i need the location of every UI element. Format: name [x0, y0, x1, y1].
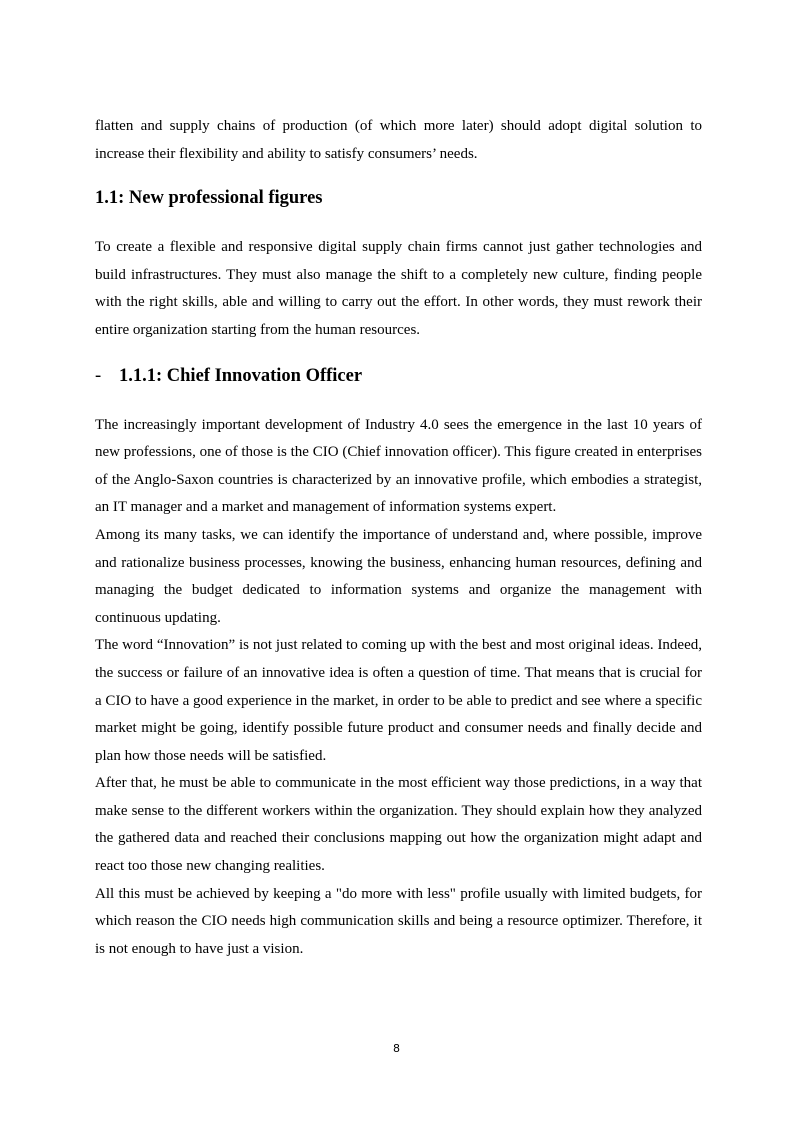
body-paragraph: Among its many tasks, we can identify the importance of understand and, where possible, improve and rationalize business processes, knowing the business, enhancing human resources, defining and managing the budget dedicated to information systems and organize the management with continuous updating. — [95, 526, 702, 626]
subsection-heading — [95, 364, 702, 388]
section-heading: 1.1: New professional figures — [95, 188, 323, 209]
intro-paragraph: flatten and supply chains of production (of which more later) should adopt digital solution to increase their flexibility and ability to satisfy consumers’ needs. — [95, 118, 702, 162]
body-paragraph: All this must be achieved by keeping a "do more with less" profile usually with limited budgets, for which reason the CIO needs high communication skills and being a resource optimizer. Therefore, it is not enough to have just a vision. — [95, 885, 702, 957]
subsection-heading-text: 1.1.1: Chief Innovation Officer — [119, 365, 363, 386]
document-page — [95, 113, 702, 963]
body-paragraph: After that, he must be able to communicate in the most efficient way those predictions, in a way that make sense to the different workers within the organization. They should explain how they analyzed the gathered data and reached their conclusions mapping out how the organization might adapt and react too those new changing realities. — [95, 775, 702, 875]
section-paragraph: To create a flexible and responsive digital supply chain firms cannot just gather technologies and build infrastructures. They must also manage the shift to a completely new culture, finding people with the right skills, able and willing to carry out the effort. In other words, they must rework their entire organization starting from the human resources. — [95, 239, 702, 338]
page-number: 8 — [393, 1042, 400, 1055]
body-paragraph: The increasingly important development of Industry 4.0 sees the emergence in the last 10 years of new professions, one of those is the CIO (Chief innovation officer). This figure created in enterprises of the Anglo-Saxon countries is characterized by an innovative profile, which embodies a strategist, an IT manager and a market and management of information systems expert. — [95, 416, 702, 516]
heading-bullet: - — [95, 365, 102, 386]
body-paragraph: The word “Innovation” is not just related to coming up with the best and most original ideas. Indeed, the success or failure of an innovative idea is often a question of time. That means that is crucial for a CIO to have a good experience in the market, in order to be able to predict and see where a specific market might be going, identify possible future product and consumer needs and finally decide and plan how those needs will be satisfied. — [95, 637, 702, 764]
